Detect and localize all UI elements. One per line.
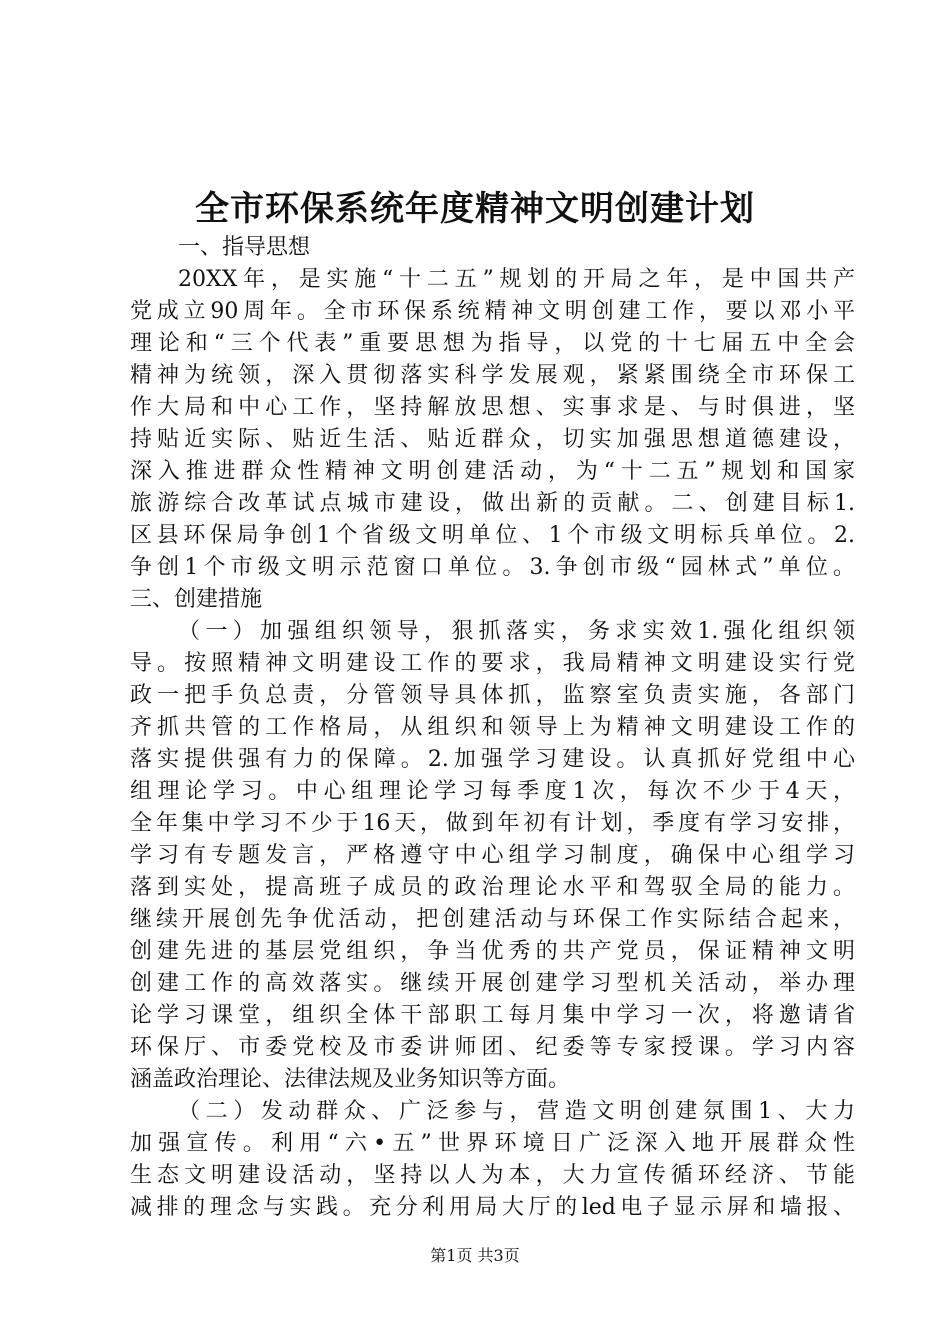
body-line: 作大局和中心工作，坚持解放思想、实事求是、与时俱进，坚	[130, 395, 855, 420]
body-line: 旅游综合改革试点城市建设，做出新的贡献。二、创建目标1.	[130, 491, 855, 516]
body-line: 三、创建措施	[130, 587, 263, 612]
body-line: 落到实处，提高班子成员的政治理论水平和驾驭全局的能力。	[130, 875, 855, 900]
body-line: 生态文明建设活动，坚持以人为本，大力宣传循环经济、节能	[130, 1163, 855, 1188]
body-line: （一）加强组织领导，狠抓落实，务求实效1.强化组织领	[178, 619, 855, 644]
body-line: 学习有专题发言，严格遵守中心组学习制度，确保中心组学习	[130, 843, 855, 868]
body-line: 创建工作的高效落实。继续开展创建学习型机关活动，举办理	[130, 971, 855, 996]
body-line: 减排的理念与实践。充分利用局大厅的led电子显示屏和墙报、	[130, 1195, 855, 1220]
body-line: 环保厅、市委党校及市委讲师团、纪委等专家授课。学习内容	[130, 1035, 855, 1060]
body-line: （二）发动群众、广泛参与，营造文明创建氛围1、大力	[178, 1099, 855, 1124]
body-line: 区县环保局争创1个省级文明单位、1个市级文明标兵单位。2.	[130, 523, 855, 548]
body-line: 导。按照精神文明建设工作的要求，我局精神文明建设实行党	[130, 651, 855, 676]
body-line: 争创1个市级文明示范窗口单位。3.争创市级“园林式”单位。	[130, 555, 855, 580]
body-line: 继续开展创先争优活动，把创建活动与环保工作实际结合起来，	[130, 907, 855, 932]
document-body	[130, 232, 855, 1224]
body-line: 党成立90周年。全市环保系统精神文明创建工作，要以邓小平	[130, 299, 855, 324]
body-line: 政一把手负总责，分管领导具体抓，监察室负责实施，各部门	[130, 683, 855, 708]
body-line: 论学习课堂，组织全体干部职工每月集中学习一次，将邀请省	[130, 1003, 855, 1028]
body-line: 20XX年，是实施“十二五”规划的开局之年，是中国共产	[178, 267, 855, 292]
body-line: 涵盖政治理论、法律法规及业务知识等方面。	[130, 1067, 571, 1092]
body-line: 落实提供强有力的保障。2.加强学习建设。认真抓好党组中心	[130, 747, 855, 772]
body-line: 组理论学习。中心组理论学习每季度1次，每次不少于4天，	[130, 779, 855, 804]
document-title: 全市环保系统年度精神文明创建计划	[195, 189, 755, 229]
body-line: 持贴近实际、贴近生活、贴近群众，切实加强思想道德建设，	[130, 427, 855, 452]
body-line: 齐抓共管的工作格局，从组织和领导上为精神文明建设工作的	[130, 715, 855, 740]
body-line: 精神为统领，深入贯彻落实科学发展观，紧紧围绕全市环保工	[130, 363, 855, 388]
body-line: 全年集中学习不少于16天，做到年初有计划，季度有学习安排，	[130, 811, 855, 836]
body-line: 创建先进的基层党组织，争当优秀的共产党员，保证精神文明	[130, 939, 855, 964]
page-footer: 第1页 共3页	[430, 1246, 520, 1265]
body-line: 理论和“三个代表”重要思想为指导，以党的十七届五中全会	[130, 331, 855, 356]
body-line: 加强宣传。利用“六•五”世界环境日广泛深入地开展群众性	[130, 1131, 855, 1156]
body-line: 一、指导思想	[178, 235, 311, 260]
body-line: 深入推进群众性精神文明创建活动，为“十二五”规划和国家	[130, 459, 855, 484]
